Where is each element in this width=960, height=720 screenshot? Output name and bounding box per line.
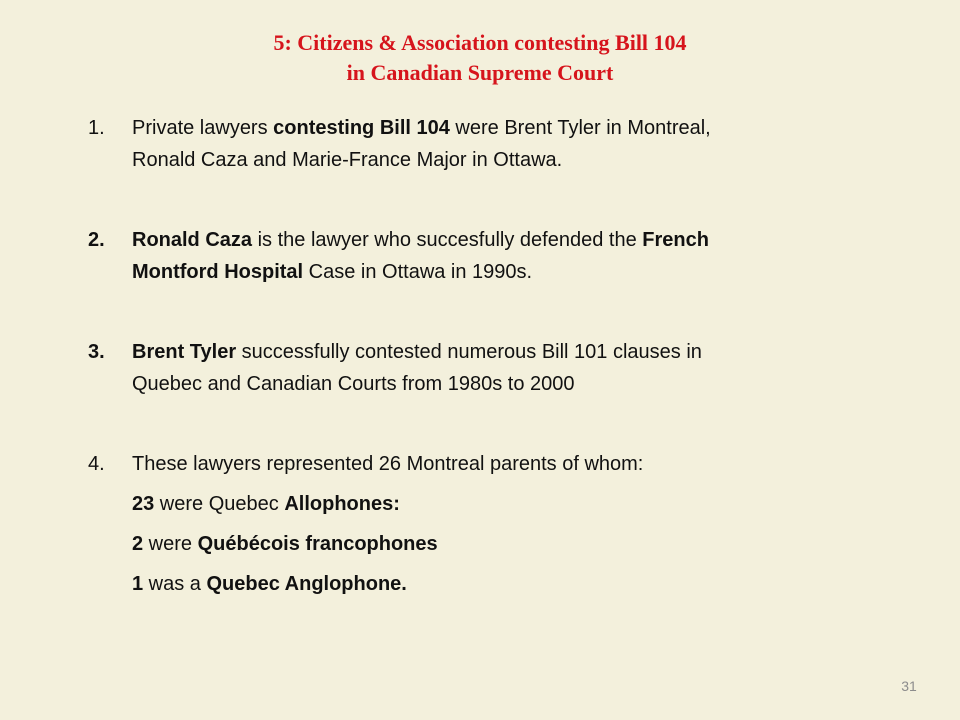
list-item-number: 3. bbox=[88, 341, 105, 363]
numbered-list bbox=[88, 112, 928, 528]
text-run-bold: French bbox=[642, 229, 709, 251]
text-run: were Brent Tyler in Montreal, bbox=[449, 117, 711, 139]
text-run: These lawyers represented 26 Montreal parents of whom: bbox=[132, 453, 644, 475]
list-item-2 bbox=[88, 224, 928, 288]
text-run: Quebec and Canadian Courts from 1980s to 2000 bbox=[132, 373, 575, 395]
list-item-line bbox=[132, 336, 928, 368]
text-run: is the lawyer who succesfully defended the bbox=[252, 229, 643, 251]
list-item-line bbox=[132, 256, 928, 288]
list-item-line bbox=[132, 448, 928, 480]
text-run-bold: Quebec Anglophone. bbox=[206, 573, 407, 595]
text-run: were Quebec bbox=[154, 493, 285, 515]
text-run: were bbox=[143, 533, 198, 555]
slide-title-line-1: 5: Citizens & Association contesting Bill 104 bbox=[273, 30, 687, 55]
text-run-bold: Brent Tyler bbox=[132, 341, 237, 363]
text-run-bold: 1 bbox=[132, 573, 144, 595]
parents-row-allophones bbox=[132, 484, 438, 524]
list-item-line bbox=[132, 144, 928, 176]
text-run-bold: Ronald Caza bbox=[132, 229, 253, 251]
list-item-number: 1. bbox=[88, 117, 105, 139]
parents-breakdown bbox=[132, 484, 438, 604]
list-item-3 bbox=[88, 336, 928, 400]
text-run: Case in Ottawa in 1990s. bbox=[303, 261, 533, 283]
list-item-1 bbox=[88, 112, 928, 176]
page-number: 31 bbox=[901, 678, 917, 694]
parents-row-anglophone bbox=[132, 564, 438, 604]
list-item-line bbox=[132, 224, 928, 256]
text-run-bold: Québécois francophones bbox=[197, 533, 438, 555]
slide-title-line-2: in Canadian Supreme Court bbox=[346, 60, 614, 85]
list-item-number: 2. bbox=[88, 229, 105, 251]
slide-title bbox=[0, 28, 960, 88]
text-run: Ronald Caza and Marie-France Major in Ottawa. bbox=[132, 149, 563, 171]
text-run-bold: contesting Bill 104 bbox=[273, 117, 450, 139]
parents-row-francophones bbox=[132, 524, 438, 564]
text-run-bold: 2 bbox=[132, 533, 144, 555]
list-item-4 bbox=[88, 448, 928, 480]
text-run-bold: Allophones: bbox=[284, 493, 400, 515]
text-run-bold: 23 bbox=[132, 493, 155, 515]
text-run: Private lawyers bbox=[132, 117, 274, 139]
list-item-number: 4. bbox=[88, 453, 105, 475]
list-item-line bbox=[132, 112, 928, 144]
text-run: successfully contested numerous Bill 101 clauses in bbox=[236, 341, 702, 363]
list-item-line bbox=[132, 368, 928, 400]
text-run: was a bbox=[143, 573, 207, 595]
text-run-bold: Montford Hospital bbox=[132, 261, 304, 283]
